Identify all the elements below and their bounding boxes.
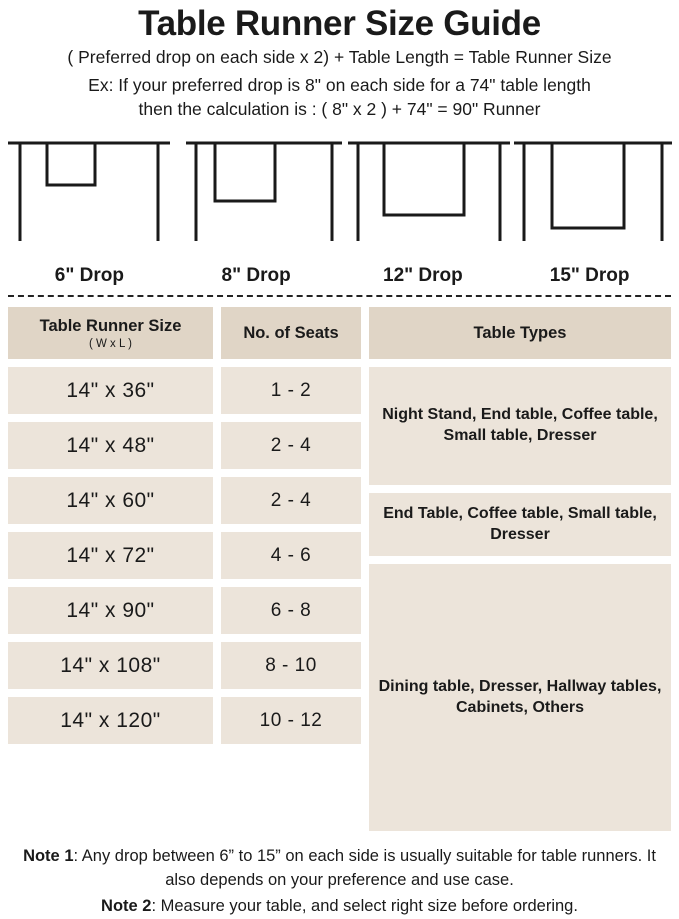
table-row: 6 - 8 (221, 587, 361, 634)
example-line-2: then the calculation is : ( 8" x 2 ) + 74" = 90" Runner (138, 98, 541, 119)
drop-label-12: 12" Drop (383, 265, 463, 287)
table-row: Dining table, Dresser, Hallway tables, Cabinets, Others (369, 564, 671, 831)
table-row: 2 - 4 (221, 477, 361, 524)
infographic-page (0, 4, 679, 915)
header-seats (221, 307, 361, 359)
drop-label-row (0, 265, 679, 287)
notes-section (0, 839, 679, 919)
drop-label-15: 15" Drop (549, 265, 630, 287)
page-title: Table Runner Size Guide (138, 4, 541, 43)
drop-label-6: 6" Drop (54, 265, 124, 287)
table-row: 14" x 108" (8, 642, 213, 689)
header-runner-size-sub: ( W x L ) (88, 337, 132, 350)
column-table-types (369, 307, 671, 839)
table-row: 8 - 10 (221, 642, 361, 689)
table-row: 4 - 6 (221, 532, 361, 579)
table-row: 10 - 12 (221, 697, 361, 744)
example-line-1: Ex: If your preferred drop is 8" on each side for a 74" table length (88, 74, 591, 95)
note-1-text: : Any drop between 6” to 15” on each side is usually suitable for table runners. It also depends on your preference and use case. (73, 847, 656, 890)
table-row: End Table, Coffee table, Small table, Dresser (369, 493, 671, 556)
note-2-text: : Measure your table, and select right size before ordering. (151, 896, 578, 915)
table-row: 14" x 90" (8, 587, 213, 634)
table-row: 1 - 2 (221, 367, 361, 414)
drop-label-8: 8" Drop (221, 265, 291, 287)
header-runner-size-label: Table Runner Size (39, 316, 182, 335)
column-seats (221, 307, 361, 839)
drop-diagram (0, 133, 679, 263)
note-1-label: Note 1 (23, 847, 74, 866)
note-2-label: Note 2 (101, 896, 152, 915)
table-row: 14" x 60" (8, 477, 213, 524)
divider (8, 295, 671, 297)
table-row: 14" x 36" (8, 367, 213, 414)
note-2 (10, 895, 669, 919)
formula-line: ( Preferred drop on each side x 2) + Table Length = Table Runner Size (67, 47, 612, 68)
table-row: Night Stand, End table, Coffee table, Small table, Dresser (369, 367, 671, 485)
header-table-types-label: Table Types (473, 323, 567, 342)
header-seats-label: No. of Seats (243, 323, 339, 342)
column-runner-size (8, 307, 213, 839)
size-table (0, 307, 679, 839)
note-1 (10, 845, 669, 893)
table-row: 14" x 72" (8, 532, 213, 579)
table-row: 14" x 48" (8, 422, 213, 469)
tables-illustration (0, 133, 679, 248)
table-row: 2 - 4 (221, 422, 361, 469)
header-runner-size (8, 307, 213, 359)
table-row: 14" x 120" (8, 697, 213, 744)
header-table-types (369, 307, 671, 359)
